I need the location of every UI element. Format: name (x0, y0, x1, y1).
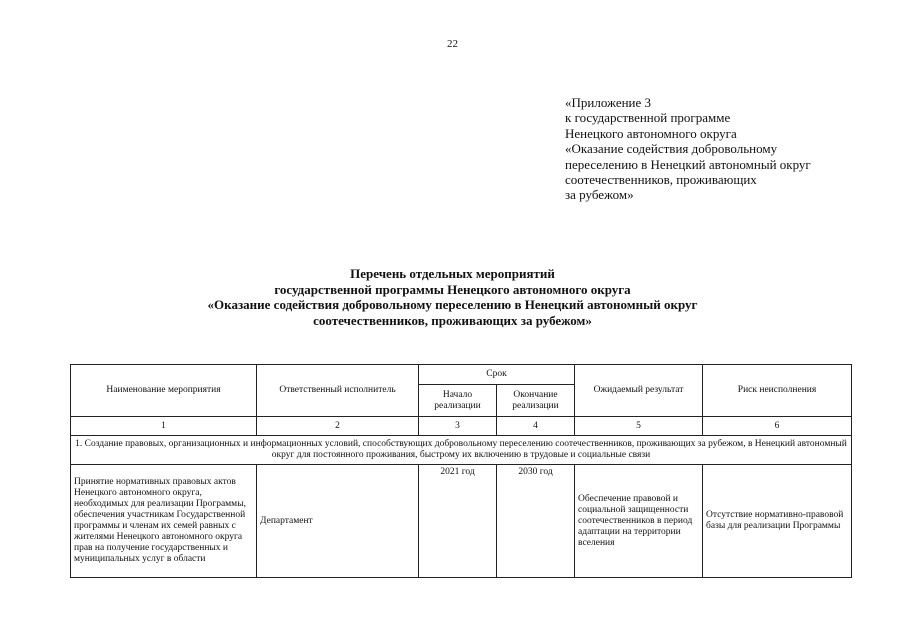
title-line: соотечественников, проживающих за рубежом» (313, 312, 592, 328)
column-number: 2 (257, 417, 419, 436)
appendix-line: «Приложение 3 (565, 95, 652, 110)
title-line: государственной программы Ненецкого автономного округа (274, 281, 631, 297)
measure-end: 2030 год (497, 465, 575, 578)
header-result: Ожидаемый результат (575, 365, 703, 417)
document-title (0, 266, 905, 328)
column-number: 1 (71, 417, 257, 436)
header-start: Начало реализации (419, 385, 497, 417)
measure-risk: Отсутствие нормативно-правовой базы для реализации Программы (703, 465, 852, 578)
measure-executor: Департамент (257, 465, 419, 578)
appendix-line: переселению в Ненецкий автономный округ (565, 156, 811, 172)
header-end: Окончание реализации (497, 385, 575, 417)
appendix-line: за рубежом» (565, 187, 634, 203)
appendix-note (565, 95, 811, 203)
page-number: 22 (447, 38, 458, 50)
header-risk: Риск неисполнения (703, 365, 852, 417)
header-executor: Ответственный исполнитель (257, 365, 419, 417)
column-number: 6 (703, 417, 852, 436)
header-term: Срок (419, 365, 575, 385)
measure-start: 2021 год (419, 465, 497, 578)
column-number: 3 (419, 417, 497, 436)
column-number: 5 (575, 417, 703, 436)
section-heading: 1. Создание правовых, организационных и информационных условий, способствующих добровольному переселению соотечественников, проживающих за рубежом, в Ненецкий автономный округ для постоянного проживания, быстрому их включению в трудовые и социальные связи (71, 436, 852, 465)
appendix-line: соотечественников, проживающих (565, 172, 757, 188)
appendix-line: к государственной программе (565, 110, 731, 126)
measure-result: Обеспечение правовой и социальной защищенности соотечественников в период адаптации на территории вселения (575, 465, 703, 578)
appendix-line: «Оказание содействия добровольному (565, 141, 778, 157)
measure-name: Принятие нормативных правовых актов Ненецкого автономного округа, необходимых для реализации Программы, обеспечения участникам Государственной программы и членам их семей равных с жителями Ненецкого автономного округа прав на получение государственных и муниципальных услуг в области (71, 465, 257, 578)
title-line: «Оказание содействия добровольному переселению в Ненецкий автономный округ (207, 297, 698, 312)
table-row (71, 465, 852, 578)
title-line: Перечень отдельных мероприятий (350, 266, 555, 281)
measures-table (70, 364, 852, 578)
header-name: Наименование мероприятия (71, 365, 257, 417)
column-number: 4 (497, 417, 575, 436)
appendix-line: Ненецкого автономного округа (565, 125, 737, 141)
